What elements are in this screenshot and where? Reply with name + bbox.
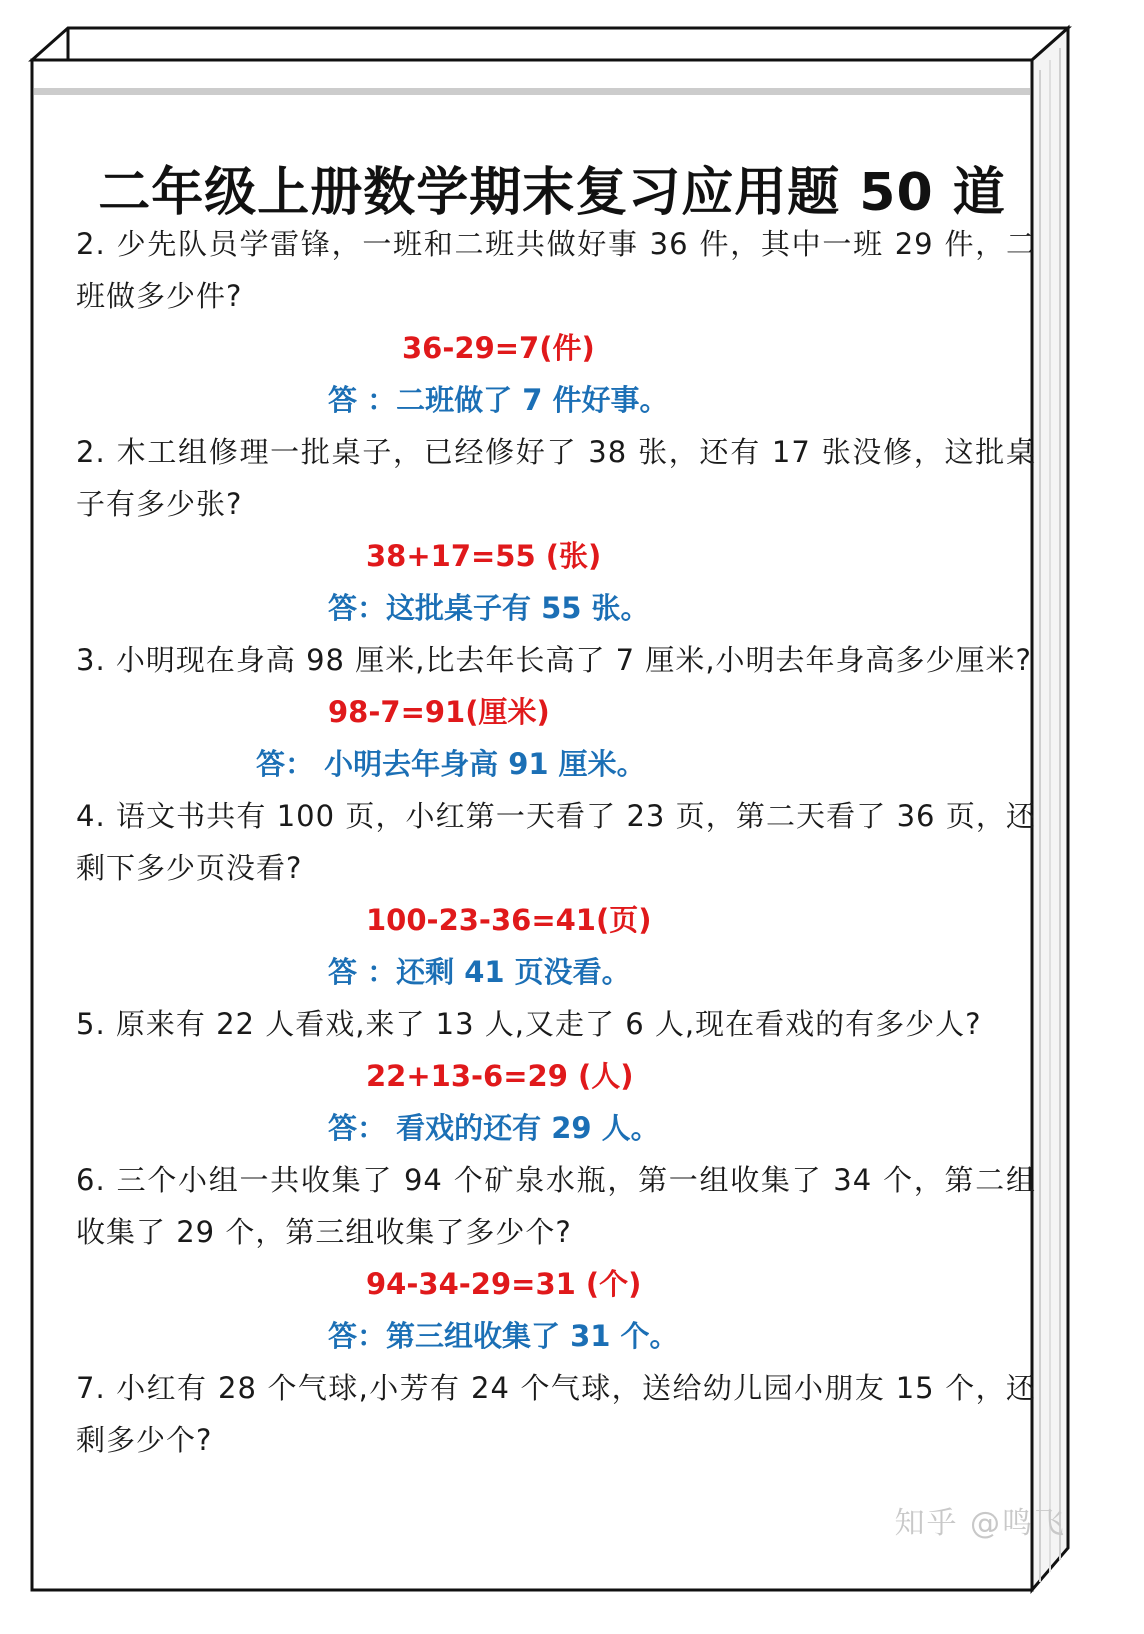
problem-equation: 38+17=55 (张) [366,539,602,573]
page-title: 二年级上册数学期末复习应用题 50 道 [98,163,1006,223]
problem-7 [76,1362,1036,1466]
problem-equation: 98-7=91(厘米) [328,695,550,729]
problem-answer: 答： 小明去年身高 91 厘米。 [256,747,646,781]
problem-6 [76,1154,1036,1362]
problem-answer: 答：这批桌子有 55 张。 [328,591,650,625]
problem-answer: 答 ：二班做了 7 件好事。 [328,383,669,417]
problem-answer: 答：第三组收集了 31 个。 [328,1319,679,1353]
problem-question: 5. 原来有 22 人看戏,来了 13 人,又走了 6 人,现在看戏的有多少人? [76,1007,982,1041]
problem-equation: 22+13-6=29 (人) [366,1059,634,1093]
problem-answer: 答 ：还剩 41 页没看。 [328,955,631,989]
problem-1 [76,218,1036,426]
problem-answer: 答： 看戏的还有 29 人。 [328,1111,660,1145]
problem-question: 3. 小明现在身高 98 厘米,比去年长高了 7 厘米,小明去年身高多少厘米? [76,643,1032,677]
problem-question: 6. 三个小组一共收集了 94 个矿泉水瓶，第一组收集了 34 个，第二组收集了 29 个，第三组收集了多少个? [76,1163,1036,1249]
problem-5 [76,998,1036,1154]
problem-list [76,218,1036,1466]
problem-question: 2. 少先队员学雷锋，一班和二班共做好事 36 件，其中一班 29 件，二班做多少件? [76,227,1036,313]
problem-equation: 36-29=7(件) [402,331,595,365]
problem-question: 2. 木工组修理一批桌子，已经修好了 38 张，还有 17 张没修，这批桌子有多少张? [76,435,1036,521]
problem-equation: 94-34-29=31 (个) [366,1267,642,1301]
watermark: 知乎 @鸣飞 [894,1506,1066,1541]
problem-equation: 100-23-36=41(页) [366,903,652,937]
problem-4 [76,790,1036,998]
problem-2 [76,426,1036,634]
problem-question: 4. 语文书共有 100 页，小红第一天看了 23 页，第二天看了 36 页，还剩下多少页没看? [76,799,1036,885]
problem-question: 7. 小红有 28 个气球,小芳有 24 个气球，送给幼儿园小朋友 15 个，还剩多少个? [76,1371,1036,1457]
problem-3 [76,634,1036,790]
